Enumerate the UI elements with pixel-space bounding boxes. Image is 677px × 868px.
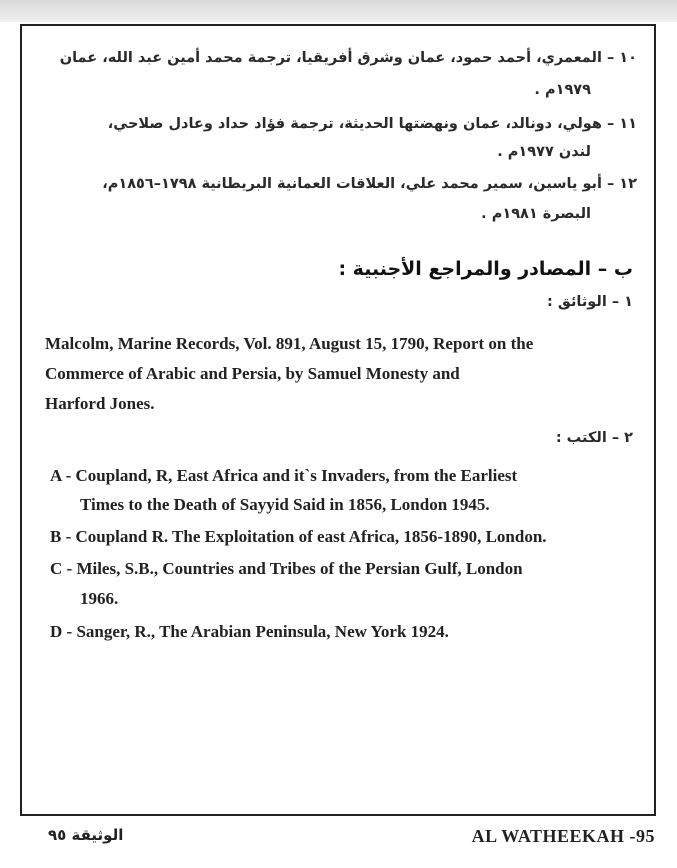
- reference-11-line2: لندن ١٩٧٧م .: [497, 144, 591, 160]
- document-entry-line2: Commerce of Arabic and Persia, by Samuel Monesty and: [45, 364, 460, 383]
- book-c-line1: C - Miles, S.B., Countries and Tribes of the Persian Gulf, London: [50, 559, 523, 578]
- document-entry-line1: Malcolm, Marine Records, Vol. 891, August 15, 1790, Report on the: [45, 334, 534, 353]
- reference-12-line2: البصرة ١٩٨١م .: [481, 206, 591, 222]
- book-a-line1: A - Coupland, R, East Africa and it`s Invaders, from the Earliest: [50, 466, 518, 485]
- book-d-line1: D - Sanger, R., The Arabian Peninsula, New York 1924.: [50, 622, 449, 641]
- footer-journal-english: AL WATHEEKAH -95: [471, 826, 655, 846]
- document-entry-line3: Harford Jones.: [45, 394, 155, 413]
- book-b-line1: B - Coupland R. The Exploitation of east Africa, 1856-1890, London.: [50, 527, 547, 546]
- reference-10-line1: ١٠ – المعمري، أحمد حمود، عمان وشرق أفريقيا، ترجمة محمد أمين عبد الله، عمان: [59, 50, 637, 66]
- footer-journal-arabic: الوثيقة ٩٥: [48, 826, 124, 844]
- reference-12-line1: ١٢ – أبو ياسين، سمير محمد علي، العلاقات العمانية البريطانية ١٧٩٨–١٨٥٦م،: [102, 176, 637, 192]
- books-label: ٢ – الكتب :: [555, 430, 633, 446]
- section-b-heading: ب – المصادر والمراجع الأجنبية :: [338, 258, 633, 280]
- top-scan-band: [0, 0, 677, 22]
- reference-10-line2: ١٩٧٩م .: [534, 82, 591, 98]
- book-a-line2: Times to the Death of Sayyid Said in 1856, London 1945.: [80, 495, 490, 514]
- documents-label: ١ – الوثائق :: [547, 294, 633, 310]
- book-c-line2: 1966.: [80, 589, 119, 608]
- reference-11-line1: ١١ – هولي، دونالد، عمان ونهضتها الحديثة، ترجمة فؤاد حداد وعادل صلاحي،: [107, 116, 637, 132]
- page-frame: [20, 24, 656, 816]
